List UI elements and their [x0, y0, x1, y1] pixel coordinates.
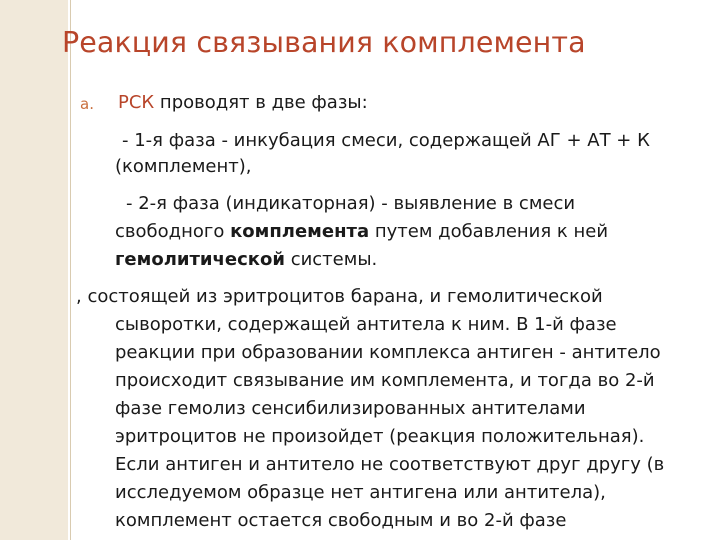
paragraph-line: , состоящей из эритроцитов барана, и гемолитической — [76, 286, 603, 307]
bullet-rest: проводят в две фазы: — [154, 92, 368, 113]
slide-title: Реакция связывания комплемента — [62, 26, 586, 59]
paragraph-line: комплемент остается свободным и во 2-й фазе — [115, 510, 567, 531]
phase1-line1: - 1-я фаза - инкубация смеси, содержащей АГ + АТ + К — [122, 130, 650, 151]
decorative-side-line — [70, 0, 71, 540]
decorative-side-band — [0, 0, 68, 540]
paragraph-line: сыворотки, содержащей антитела к ним. В 1-й фазе — [115, 314, 617, 335]
phase2-line2-pre: свободного — [115, 221, 231, 242]
phase2-line1: - 2-я фаза (индикаторная) - выявление в смеси — [126, 193, 576, 214]
bullet-text — [118, 92, 368, 113]
phase2-line3 — [115, 249, 377, 270]
paragraph-line: фазе гемолиз сенсибилизированных антителами — [115, 398, 586, 419]
paragraph-line: происходит связывание им комплемента, и тогда во 2-й — [115, 370, 655, 391]
abbreviation-rsk: РСК — [118, 92, 155, 113]
paragraph-line: Если антиген и антитело не соответствуют друг другу (в — [115, 454, 665, 475]
phase1-line2: (комплемент), — [115, 156, 252, 177]
bullet-marker: a. — [80, 95, 94, 113]
paragraph-line: реакции при образовании комплекса антиген - антитело — [115, 342, 661, 363]
term-hemolytic: гемолитической — [115, 249, 285, 270]
phase2-line2 — [115, 221, 608, 242]
term-complement: комплемента — [230, 221, 370, 242]
paragraph-line: эритроцитов не произойдет (реакция положительная). — [115, 426, 645, 447]
phase2-line3-post: системы. — [284, 249, 378, 270]
phase2-line2-post: путем добавления к ней — [369, 221, 609, 242]
paragraph-line: исследуемом образце нет антигена или антитела), — [115, 482, 606, 503]
